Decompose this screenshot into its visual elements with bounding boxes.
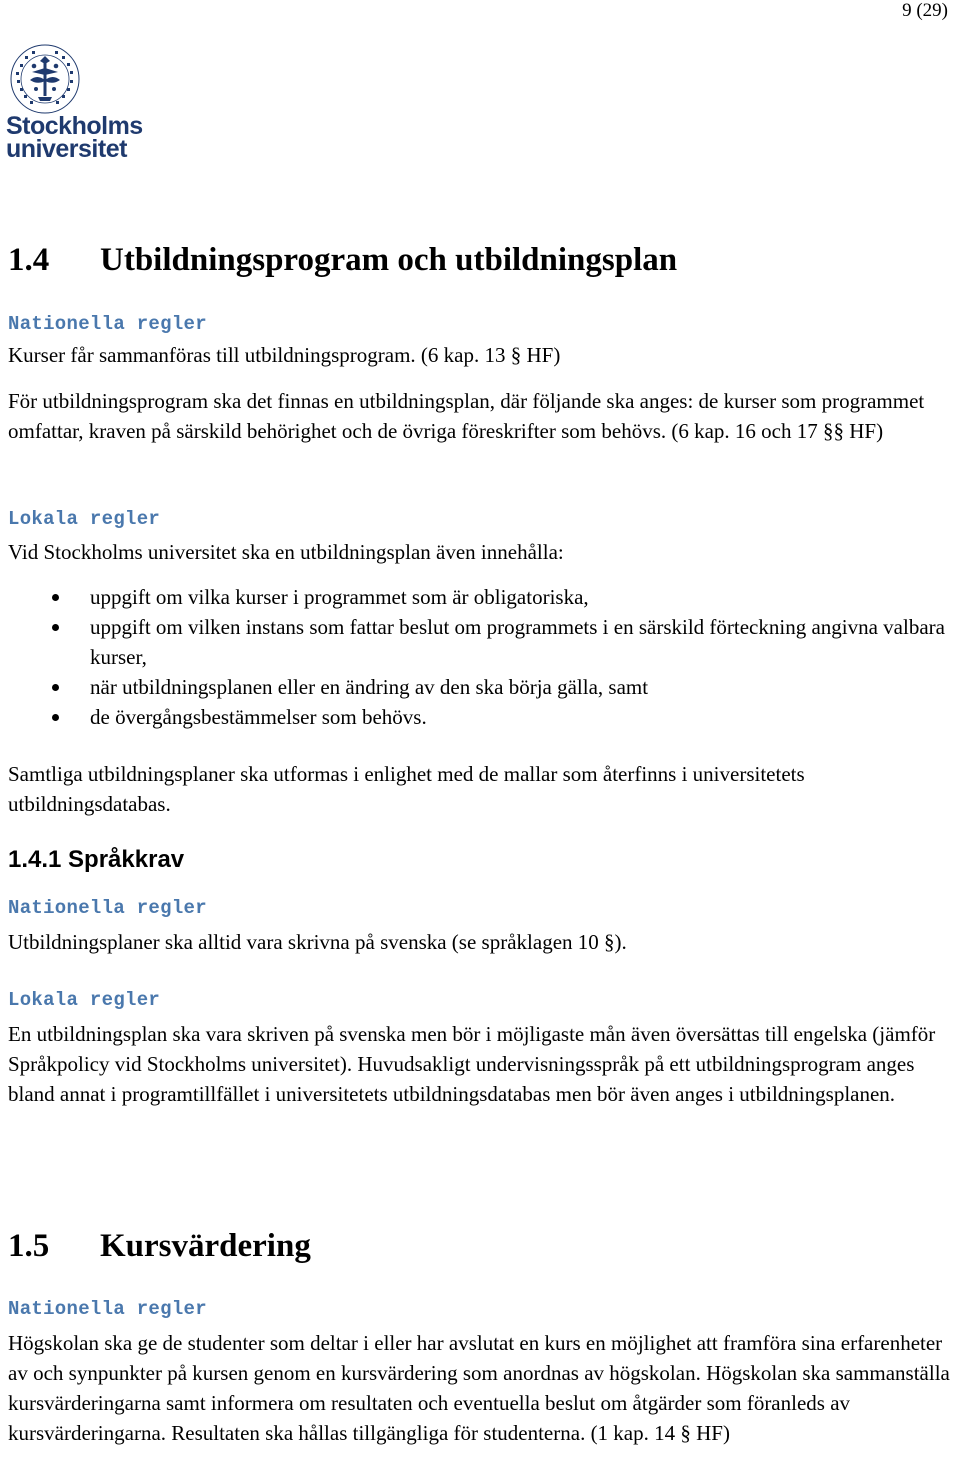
paragraph: För utbildningsprogram ska det finnas en utbildningsplan, där följande ska anges: de kurser som programmet omfattar, kraven på särskild behörighet och de övriga föreskrifter som behövs. (6 kap. 16 och 17 §§ HF) <box>8 389 925 443</box>
list-item-text: uppgift om vilka kurser i programmet som är obligatoriska, <box>90 585 589 609</box>
list-item-text: de övergångsbestämmelser som behövs. <box>90 705 427 729</box>
subsection-heading-1-4-1: 1.4.1 Språkkrav <box>8 846 185 873</box>
section-heading-1-5 <box>8 1226 953 1266</box>
national-rules-label: Nationella regler <box>8 1298 207 1320</box>
list-item <box>8 672 953 702</box>
national-rules-label: Nationella regler <box>8 313 207 335</box>
national-rules-label: Nationella regler <box>8 897 207 919</box>
list-item-text: när utbildningsplanen eller en ändring av den ska börja gälla, samt <box>90 675 649 699</box>
paragraph: Utbildningsplaner ska alltid vara skrivna på svenska (se språklagen 10 §). <box>8 930 627 954</box>
bullet-icon <box>52 714 59 721</box>
list-item <box>8 582 953 612</box>
paragraph: Vid Stockholms universitet ska en utbildningsplan även innehålla: <box>8 540 564 564</box>
section-heading-1-4 <box>8 240 953 280</box>
list-item <box>8 612 953 672</box>
bullet-icon <box>52 624 59 631</box>
list-item-text: uppgift om vilken instans som fattar beslut om programmets i en särskild förteckning angivna valbara kurser, <box>90 615 945 669</box>
university-seal-icon <box>8 42 82 116</box>
local-rules-label: Lokala regler <box>8 989 161 1011</box>
section-number: 1.5 <box>8 1228 50 1264</box>
bullet-icon <box>52 684 59 691</box>
list-item <box>8 702 953 732</box>
paragraph: Kurser får sammanföras till utbildningsprogram. (6 kap. 13 § HF) <box>8 343 561 367</box>
bullet-icon <box>52 594 59 601</box>
paragraph: En utbildningsplan ska vara skriven på svenska men bör i möjligaste mån även översättas till engelska (jämför Språkpolicy vid Stockholms universitet). Huvudsakligt undervisningsspråk på ett utbildningsprogram anges bland annat i programtillfället i universitetets utbildningsdatabas men bör även anges i utbildningsplanen. <box>8 1022 936 1106</box>
section-title: Utbildningsprogram och utbildningsplan <box>100 242 678 278</box>
local-rules-label: Lokala regler <box>8 508 161 530</box>
section-title: Kursvärdering <box>100 1228 311 1264</box>
paragraph: Högskolan ska ge de studenter som deltar i eller har avslutat en kurs en möjlighet att framföra sina erfarenheter av och synpunkter på kursen genom en kursvärdering som anordnas av högskolan. Högskolan ska sammanställa kursvärderingarna samt informera om resultaten och eventuella beslut om åtgärder som föranleds av kursvärderingarna. Resultaten ska hållas tillgängliga för studenterna. (1 kap. 14 § HF) <box>8 1331 950 1445</box>
bullet-list <box>8 582 953 732</box>
page-number: 9 (29) <box>902 0 948 21</box>
section-number: 1.4 <box>8 242 50 278</box>
logo-text-line2: universitet <box>6 135 127 163</box>
paragraph: Samtliga utbildningsplaner ska utformas i enlighet med de mallar som återfinns i universitetets utbildningsdatabas. <box>8 762 805 816</box>
stockholms-universitet-logo <box>6 42 146 163</box>
logo-text-line1: Stockholms <box>6 112 143 140</box>
